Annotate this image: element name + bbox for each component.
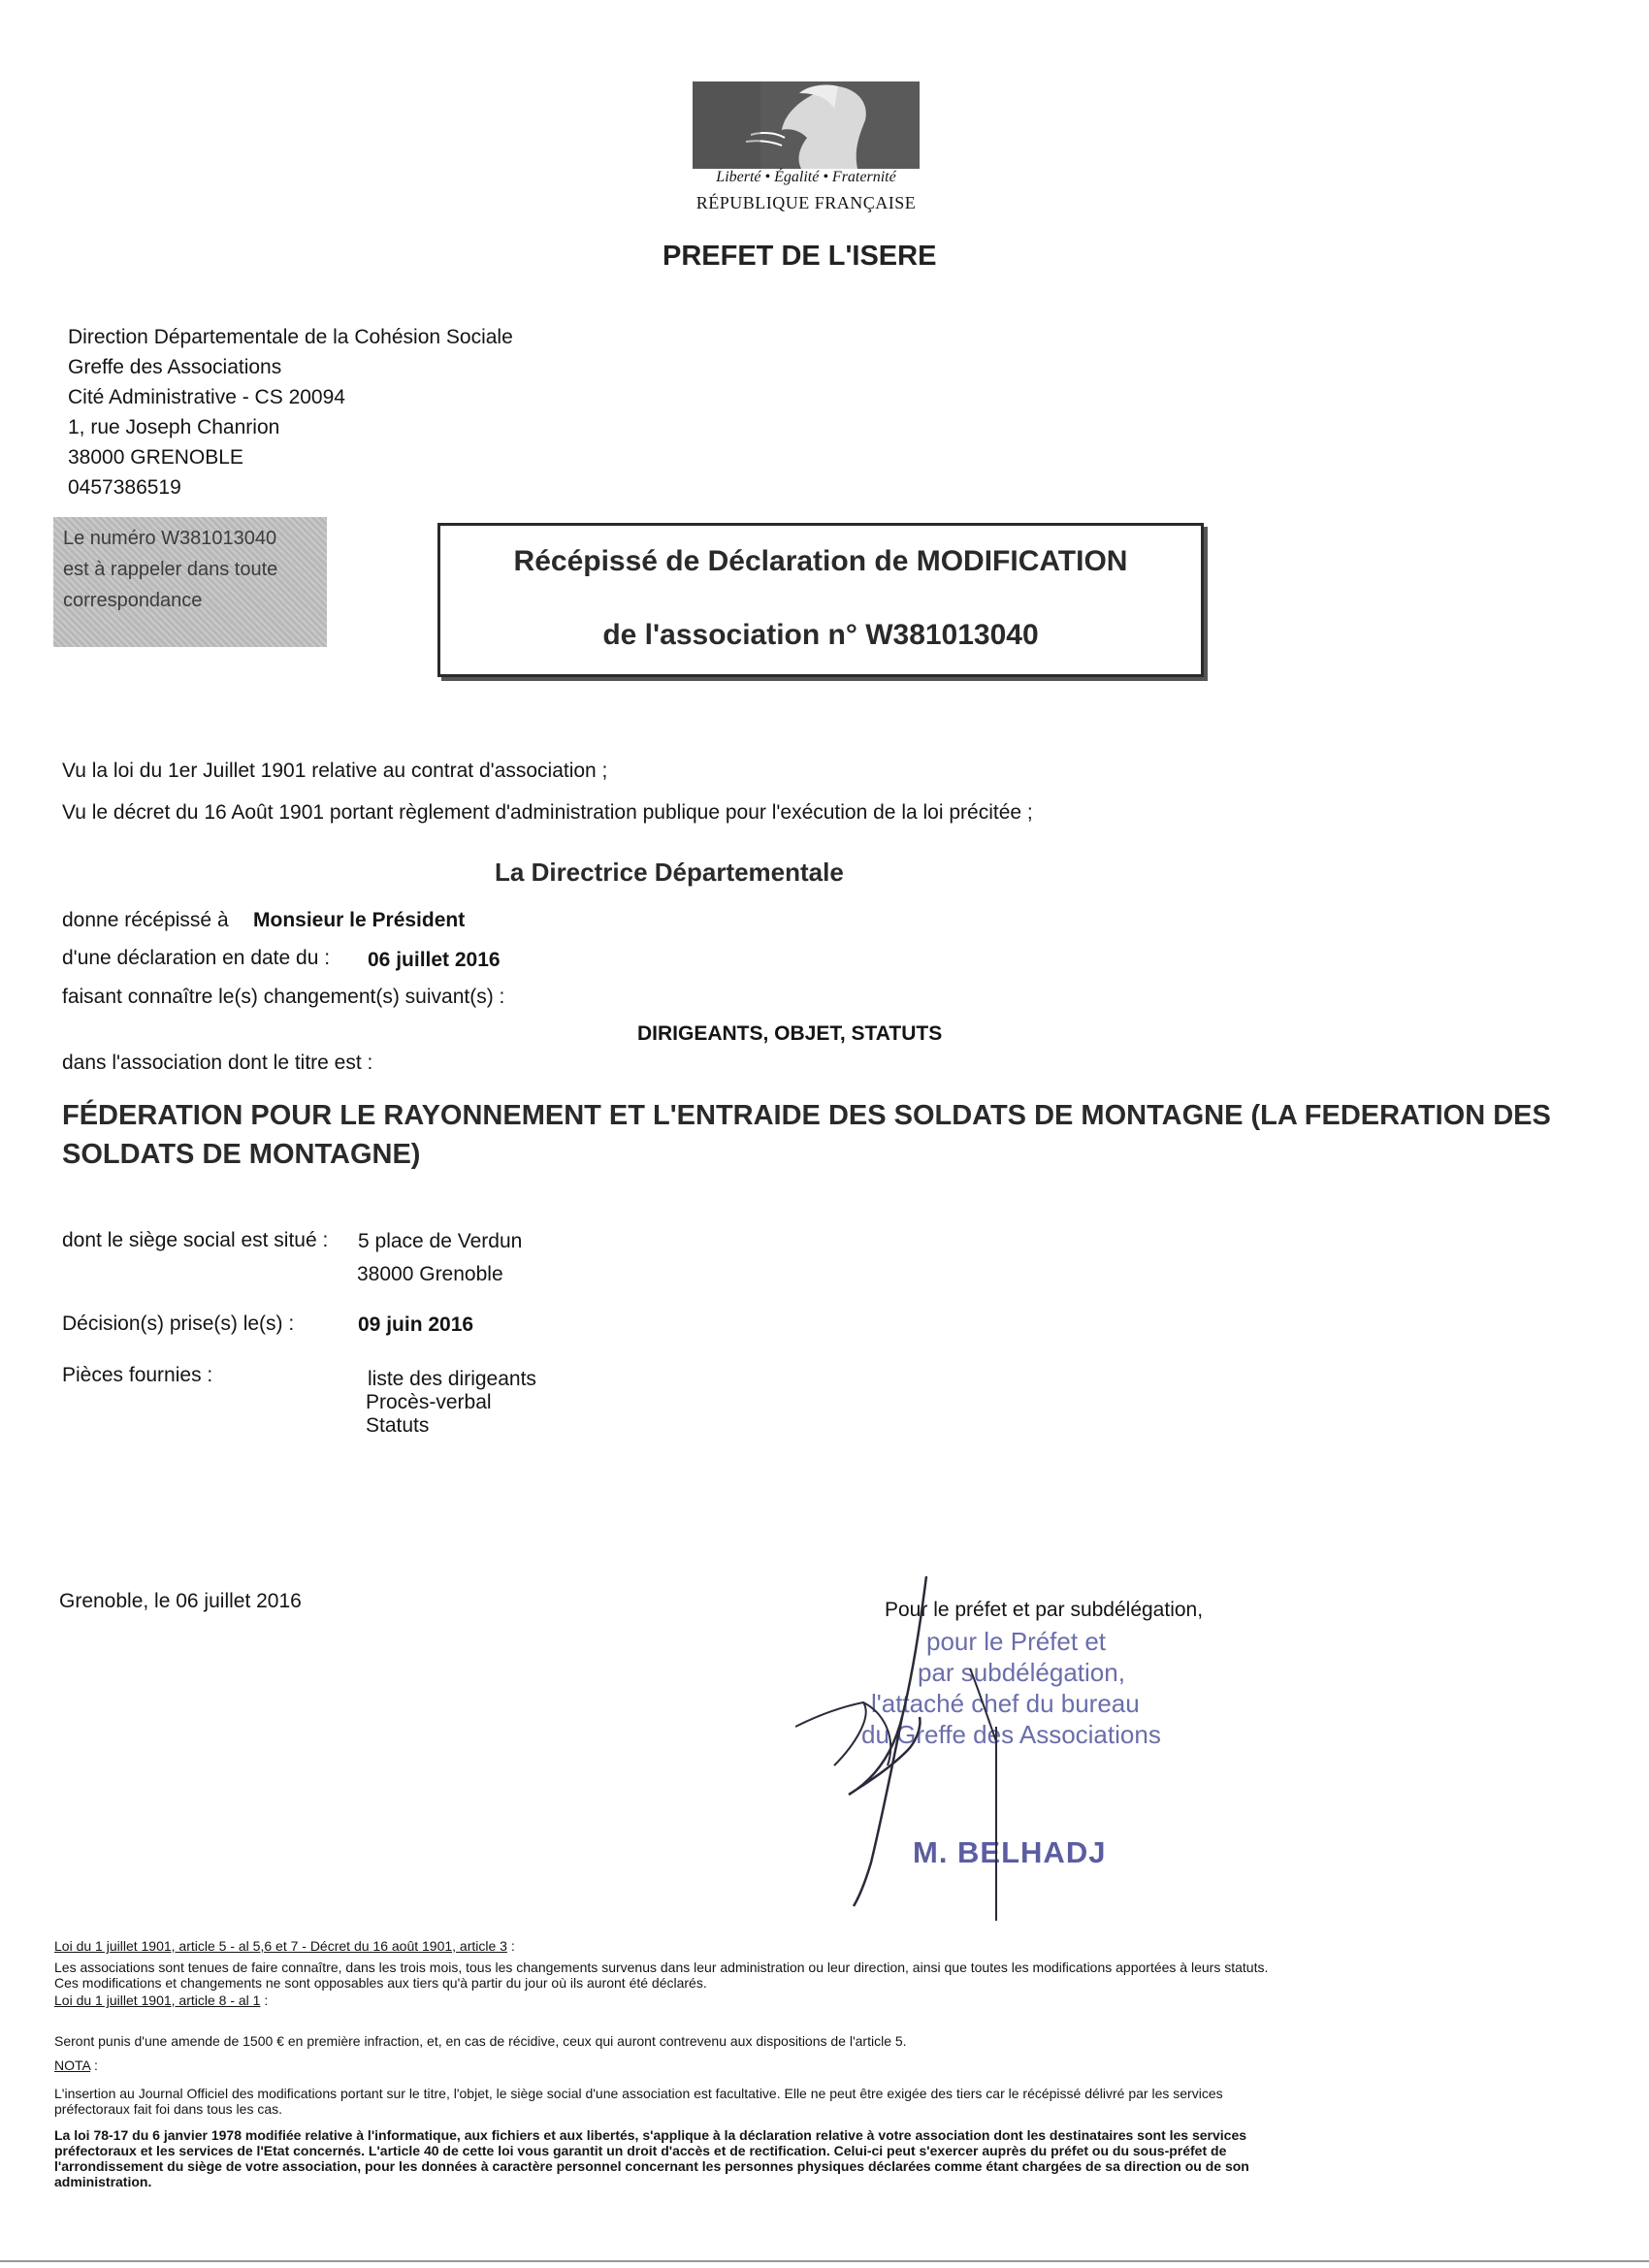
assoc-title-label: dans l'association dont le titre est : (62, 1052, 373, 1074)
reference-note (53, 517, 327, 647)
nota-heading (54, 2057, 98, 2073)
nota-text: L'insertion au Journal Officiel des modifications portant sur le titre, l'objet, le siège social d'une association est facultative. Elle ne peut être exigée des tiers car le récépissé délivré par les services (54, 2086, 1223, 2101)
law-notice: préfectoraux et les services de l'Etat concernés. L'article 40 de cette loi vous garantit un droit d'accès et de rectification. Celui-ci peut s'exercer auprès du préfet ou du sous-préfet de (54, 2143, 1227, 2158)
seat-label: dont le siège social est situé : (62, 1229, 329, 1251)
piece-item: Statuts (366, 1414, 430, 1437)
law-notice: administration. (54, 2174, 152, 2189)
stamp-line: l'attaché chef du bureau (871, 1689, 1140, 1718)
law-reference-text: Loi du 1 juillet 1901, article 5 - al 5,6 et 7 - Décret du 16 août 1901, article 3 (54, 1938, 507, 1954)
law-reference (54, 1993, 268, 2008)
law-reference-suffix: : (264, 1993, 269, 2008)
stamp-line: pour le Préfet et (926, 1627, 1106, 1656)
footer-text: Les associations sont tenues de faire connaître, dans les trois mois, tous les changements survenus dans leur administration ou leur direction, ainsi que toutes les modifications apportées à leurs statuts. (54, 1960, 1269, 1975)
declaration-date-label: d'une déclaration en date du : (62, 947, 331, 969)
address-line: Greffe des Associations (68, 356, 282, 378)
law-notice: l'arrondissement du siège de votre association, pour les données à caractère personnel concernant les personnes physiques déclarées comme étant chargées de sa direction ou de son (54, 2158, 1249, 2174)
authority-heading: La Directrice Départementale (495, 858, 844, 887)
recipient-value: Monsieur le Président (253, 909, 466, 931)
prefet-heading: PREFET DE L'ISERE (663, 241, 937, 272)
association-title-line: SOLDATS DE MONTAGNE) (62, 1139, 421, 1170)
signature-icon (795, 1571, 1125, 1921)
address-line: 1, rue Joseph Chanrion (68, 416, 280, 438)
piece-item: liste des dirigeants (368, 1368, 536, 1390)
stamp-name: M. BELHADJ (913, 1835, 1107, 1869)
phone-number: 0457386519 (68, 476, 181, 499)
stamp-line: du Greffe des Associations (861, 1720, 1161, 1749)
reference-note-line: est à rappeler dans toute (63, 559, 278, 580)
association-title (62, 1096, 1575, 1174)
law-reference-text: Loi du 1 juillet 1901, article 8 - al 1 (54, 1993, 261, 2008)
decision-date: 09 juin 2016 (358, 1313, 474, 1336)
document-title: Récépissé de Déclaration de MODIFICATION (513, 545, 1128, 577)
seat-address-line: 5 place de Verdun (358, 1230, 523, 1252)
marianne-logo-icon (693, 81, 920, 169)
reference-note-line: Le numéro W381013040 (63, 528, 277, 549)
seat-address-line: 38000 Grenoble (357, 1263, 503, 1285)
nota-suffix: : (93, 2057, 98, 2073)
republique-francaise-label: RÉPUBLIQUE FRANÇAISE (695, 193, 917, 212)
nota-text: préfectoraux fait foi dans tous les cas. (54, 2101, 283, 2117)
place-date: Grenoble, le 06 juillet 2016 (59, 1590, 302, 1612)
legal-basis-line: Vu le décret du 16 Août 1901 portant règlement d'administration publique pour l'exécution de la loi précitée ; (62, 801, 1033, 824)
address-line: Direction Départementale de la Cohésion Sociale (68, 326, 513, 348)
address-line: Cité Administrative - CS 20094 (68, 386, 345, 408)
for-prefet-line: Pour le préfet et par subdélégation, (885, 1599, 1204, 1621)
address-line: 38000 GRENOBLE (68, 446, 243, 469)
association-title-line: FÉDERATION POUR LE RAYONNEMENT ET L'ENTRAIDE DES SOLDATS DE MONTAGNE (LA FEDERATION DES (62, 1100, 1551, 1131)
reference-note-line: correspondance (63, 590, 203, 611)
pieces-label: Pièces fournies : (62, 1364, 213, 1386)
republic-motto: Liberté • Égalité • Fraternité (716, 169, 896, 185)
footer-text: Ces modifications et changements ne sont opposables aux tiers qu'à partir du jour où ils auront été déclarés. (54, 1975, 707, 1991)
nota-label: NOTA (54, 2057, 91, 2073)
law-reference-suffix: : (510, 1938, 515, 1954)
page-edge-divider (0, 2260, 1649, 2262)
piece-item: Procès-verbal (366, 1391, 492, 1413)
footer-text: Seront punis d'une amende de 1500 € en première infraction, et, en cas de récidive, ceux qui auront contrevenu aux dispositions de l'article 5. (54, 2033, 907, 2049)
law-notice: La loi 78-17 du 6 janvier 1978 modifiée relative à l'informatique, aux fichiers et aux libertés, s'applique à la déclaration relative à votre association dont les destinataires sont les services (54, 2127, 1247, 2143)
decision-label: Décision(s) prise(s) le(s) : (62, 1312, 295, 1335)
changes-label: faisant connaître le(s) changement(s) suivant(s) : (62, 986, 505, 1008)
legal-basis-line: Vu la loi du 1er Juillet 1901 relative au contrat d'association ; (62, 760, 608, 782)
association-number: de l'association n° W381013040 (602, 619, 1039, 651)
declaration-date-value: 06 juillet 2016 (368, 949, 501, 971)
recipient-label: donne récépissé à (62, 909, 229, 931)
law-reference (54, 1938, 515, 1954)
stamp-line: par subdélégation, (918, 1658, 1125, 1687)
changes-value: DIRIGEANTS, OBJET, STATUTS (637, 1022, 943, 1045)
